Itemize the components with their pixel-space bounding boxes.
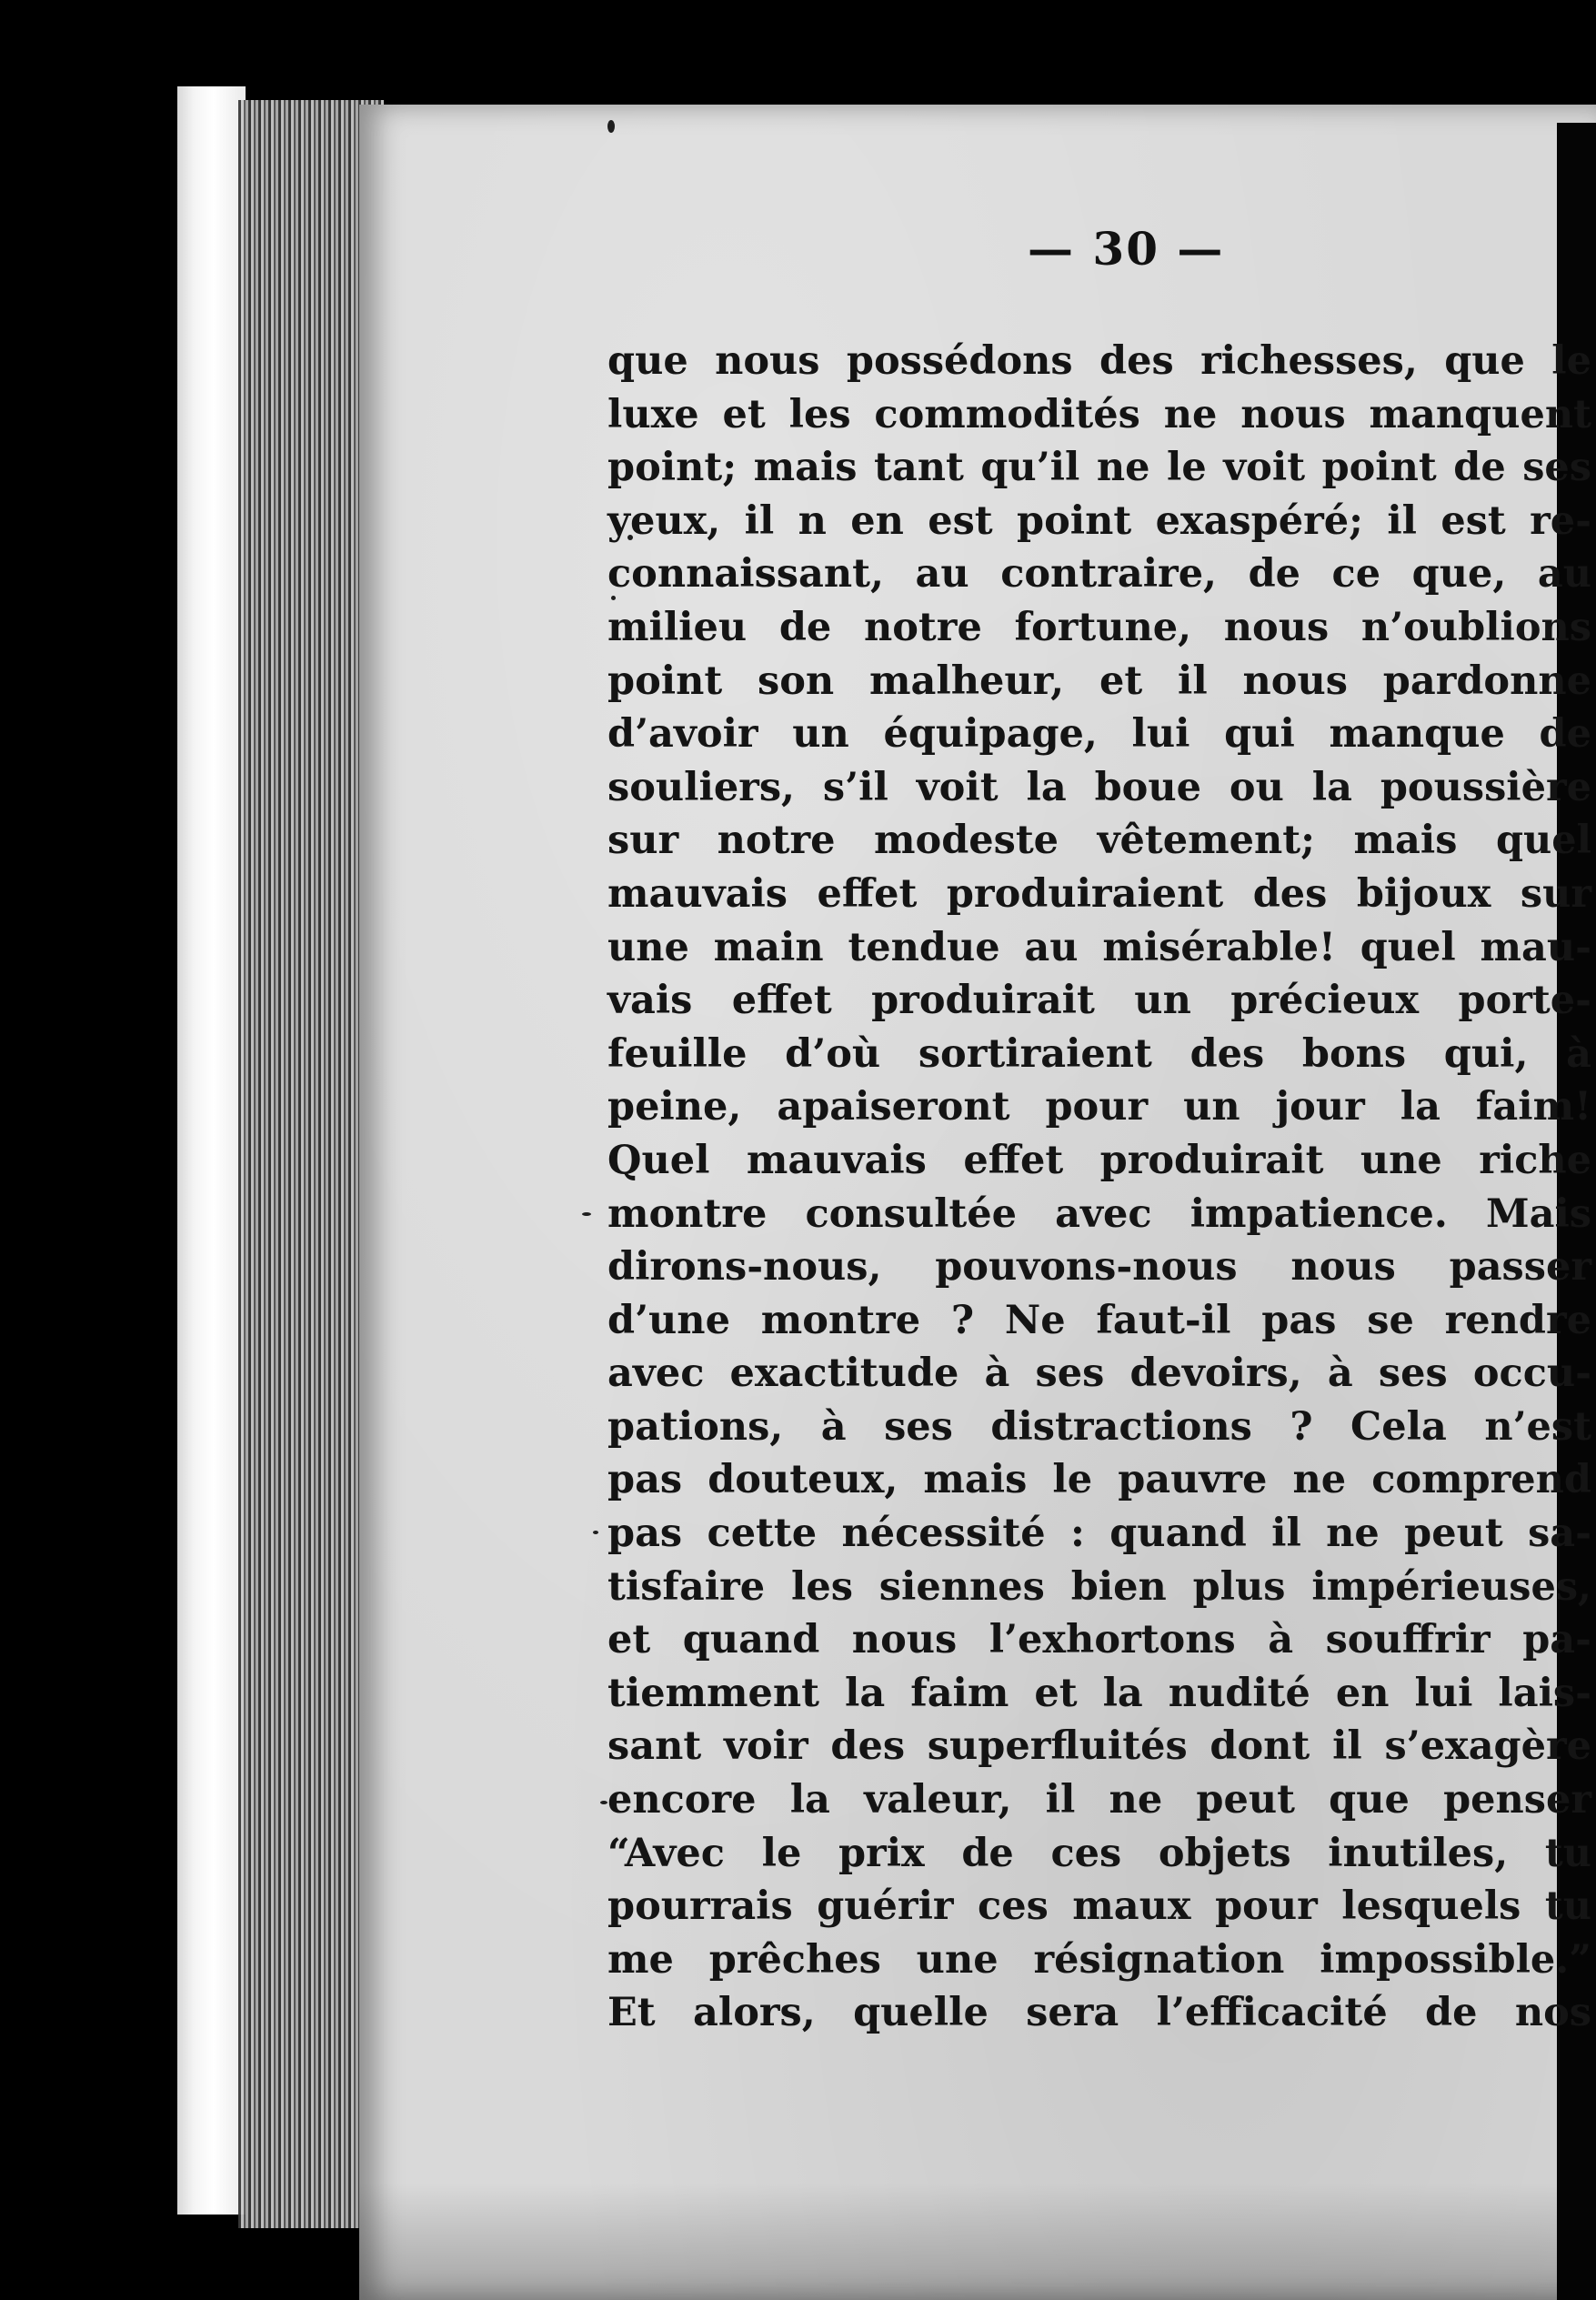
text-line: tisfaire les siennes bien plus impérieuses,: [607, 1563, 1591, 1610]
text-line: montre consultée avec impatience. Mais: [607, 1190, 1591, 1237]
text-line: pas cette nécessité : quand il ne peut sa-: [607, 1511, 1591, 1557]
text-line: et quand nous l’exhortons à souffrir pa-: [607, 1617, 1591, 1663]
text-line: milieu de notre fortune, nous n’oublions: [607, 604, 1591, 650]
margin-speck: [593, 1531, 598, 1534]
text-line: mauvais effet produiraient des bijoux sur: [607, 870, 1591, 917]
text-line: pourrais guérir ces maux pour lesquels tu: [607, 1883, 1591, 1930]
text-line: que nous possédons des richesses, que le: [607, 338, 1591, 384]
text-line: souliers, s’il voit la boue ou la poussière: [607, 764, 1591, 810]
margin-speck: [607, 120, 615, 133]
text-line: yeux, il n en est point exaspéré; il est re-: [607, 497, 1591, 544]
page-number: — 30 —: [1028, 222, 1225, 276]
text-line: Et alors, quelle sera l’efficacité de nos: [607, 1990, 1591, 2036]
margin-speck: [582, 1212, 591, 1216]
body-text: [607, 335, 1591, 2040]
text-line: point; mais tant qu’il ne le voit point de ses: [607, 445, 1591, 491]
text-line: pas douteux, mais le pauvre ne comprend: [607, 1457, 1591, 1503]
text-line: sant voir des superfluités dont il s’exagère: [607, 1723, 1591, 1770]
text-line: point son malheur, et il nous pardonne: [607, 658, 1591, 704]
text-line: peine, apaiseront pour un jour la faim!: [607, 1084, 1591, 1130]
text-line: encore la valeur, il ne peut que penser: [607, 1777, 1591, 1823]
text-line: feuille d’où sortiraient des bons qui, à: [607, 1030, 1591, 1077]
text-line: d’une montre ? Ne faut-il pas se rendre: [607, 1297, 1591, 1343]
text-line: avec exactitude à ses devoirs, à ses occu-: [607, 1351, 1591, 1397]
outer-page-edge: [177, 86, 246, 2215]
text-line: une main tendue au misérable! quel mau-: [607, 924, 1591, 970]
text-line: connaissant, au contraire, de ce que, au: [607, 551, 1591, 598]
text-line: Quel mauvais effet produirait une riche: [607, 1137, 1591, 1183]
margin-speck: [600, 1801, 607, 1804]
text-line: d’avoir un équipage, lui qui manque de: [607, 711, 1591, 758]
text-line: “Avec le prix de ces objets inutiles, tu: [607, 1830, 1591, 1876]
text-line: luxe et les commodités ne nous manquent: [607, 391, 1591, 437]
text-line: tiemment la faim et la nudité en lui lais-: [607, 1670, 1591, 1716]
text-line: dirons-nous, pouvons-nous nous passer: [607, 1244, 1591, 1291]
text-line: pations, à ses distractions ? Cela n’est: [607, 1403, 1591, 1450]
bottom-shadow: [359, 2183, 1596, 2300]
text-line: me prêches une résignation impossible.”: [607, 1936, 1591, 1983]
text-line: sur notre modeste vêtement; mais quel: [607, 818, 1591, 864]
text-line: vais effet produirait un précieux porte-: [607, 978, 1591, 1024]
